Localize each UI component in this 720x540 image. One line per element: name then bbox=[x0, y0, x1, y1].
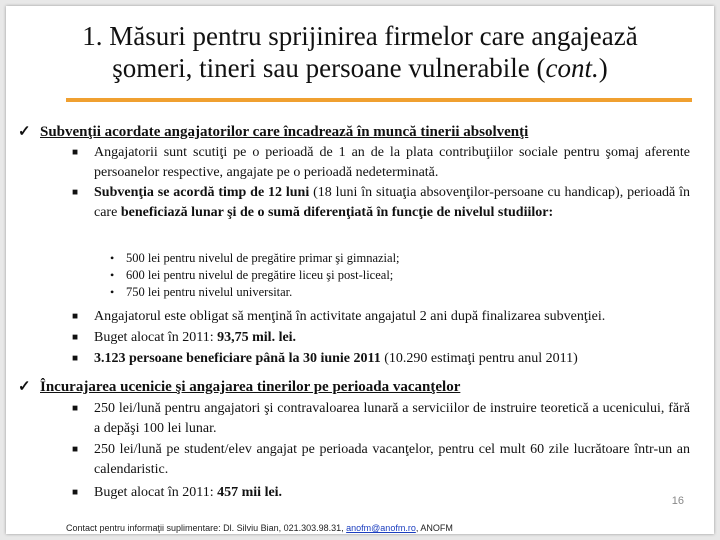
dot-bullet-icon: • bbox=[110, 268, 115, 282]
bullet2-bold-end: beneficiază lunar şi de o sumă diferenţiată în funcţie de nivelul studiilor: bbox=[120, 205, 554, 220]
footer-text: Contact pentru informaţii suplimentare: Dl. Silviu Bian, 021.303.98.31, bbox=[66, 523, 347, 533]
dot-bullet-icon: • bbox=[110, 285, 115, 299]
section2-bullet-3 bbox=[94, 483, 594, 503]
square-bullet-icon: ■ bbox=[72, 403, 79, 414]
section1-bullet-5 bbox=[94, 349, 690, 369]
section1-sub-1: 500 lei pentru nivelul de pregătire primar şi gimnazial; bbox=[126, 251, 400, 265]
square-bullet-icon: ■ bbox=[72, 487, 79, 498]
section1-bullet-1: Angajatorii sunt scutiţi pe o perioadă de 1 an de la plata contribuţiilor sociale pentru şomaj aferente persoanelor respective, angajate pe o perioadă nedeterminată. bbox=[94, 145, 690, 180]
square-bullet-icon: ■ bbox=[72, 187, 79, 198]
footer-text-end: , ANOFM bbox=[415, 523, 453, 533]
section1-bullet-4 bbox=[94, 328, 690, 348]
checkmark-icon: ✓ bbox=[18, 379, 31, 395]
section1-sub-2: 600 lei pentru nivelul de pregătire liceu şi post-liceal; bbox=[126, 268, 394, 282]
footer-email-link[interactable]: anofm@anofm.ro bbox=[346, 523, 416, 533]
bullet4-bold: 93,75 mil. lei. bbox=[217, 330, 297, 345]
title-line-2-end: ) bbox=[598, 53, 608, 83]
page-number: 16 bbox=[671, 495, 684, 507]
bullet4-text: Buget alocat în 2011: bbox=[94, 330, 218, 345]
section2-bullet3-bold: 457 mii lei. bbox=[217, 485, 283, 500]
section1-bullet-2 bbox=[94, 183, 690, 223]
section1-bullet-3: Angajatorul este obligat să menţină în activitate angajatul 2 ani după finalizarea subvenţiei. bbox=[94, 309, 606, 324]
square-bullet-icon: ■ bbox=[72, 332, 79, 343]
checkmark-icon: ✓ bbox=[18, 124, 31, 140]
section1-heading-text: Subvenţii acordate angajatorilor care încadrează în muncă tinerii absolvenţi bbox=[40, 124, 529, 140]
bullet2-bold-start: Subvenţia se acordă timp de 12 luni bbox=[94, 185, 310, 200]
footer-contact bbox=[66, 523, 453, 533]
section2-bullet-1: 250 lei/lună pentru angajatori şi contravaloarea lunară a serviciilor de instruire teoretică a ucenicului, fără a depăşi 100 lei lunar. bbox=[94, 401, 690, 436]
section2-bullet-2: 250 lei/lună pe student/elev angajat pe perioada vacanţelor, pentru cel mult 60 zile lucrătoare într-un an calendaristic. bbox=[94, 442, 690, 477]
section2-heading-text: Încurajarea ucenicie şi angajarea tinerilor pe perioada vacanţelor bbox=[40, 379, 461, 395]
slide-title bbox=[6, 20, 714, 84]
bullet2-text: (18 luni în situaţia absovenţilor-persoane cu handicap), perioadă în care bbox=[94, 185, 690, 220]
title-line-2-italic: cont. bbox=[545, 53, 599, 83]
section2-heading bbox=[40, 378, 700, 396]
slide bbox=[6, 6, 714, 534]
section1-sub-3: 750 lei pentru nivelul universitar. bbox=[126, 285, 293, 299]
square-bullet-icon: ■ bbox=[72, 444, 79, 455]
title-line-2 bbox=[6, 52, 714, 84]
section2-bullet3-text: Buget alocat în 2011: bbox=[94, 485, 218, 500]
title-line-1: 1. Măsuri pentru sprijinirea firmelor care angajează bbox=[82, 21, 638, 51]
square-bullet-icon: ■ bbox=[72, 353, 79, 364]
bullet5-bold: 3.123 persoane beneficiare până la 30 iunie 2011 bbox=[94, 351, 381, 366]
title-line-2-text: şomeri, tineri sau persoane vulnerabile ( bbox=[112, 53, 546, 83]
bullet5-text: (10.290 estimaţi pentru anul 2011) bbox=[380, 351, 578, 366]
section1-heading bbox=[40, 123, 700, 141]
title-underline bbox=[66, 98, 692, 102]
square-bullet-icon: ■ bbox=[72, 311, 79, 322]
dot-bullet-icon: • bbox=[110, 251, 115, 265]
square-bullet-icon: ■ bbox=[72, 147, 79, 158]
